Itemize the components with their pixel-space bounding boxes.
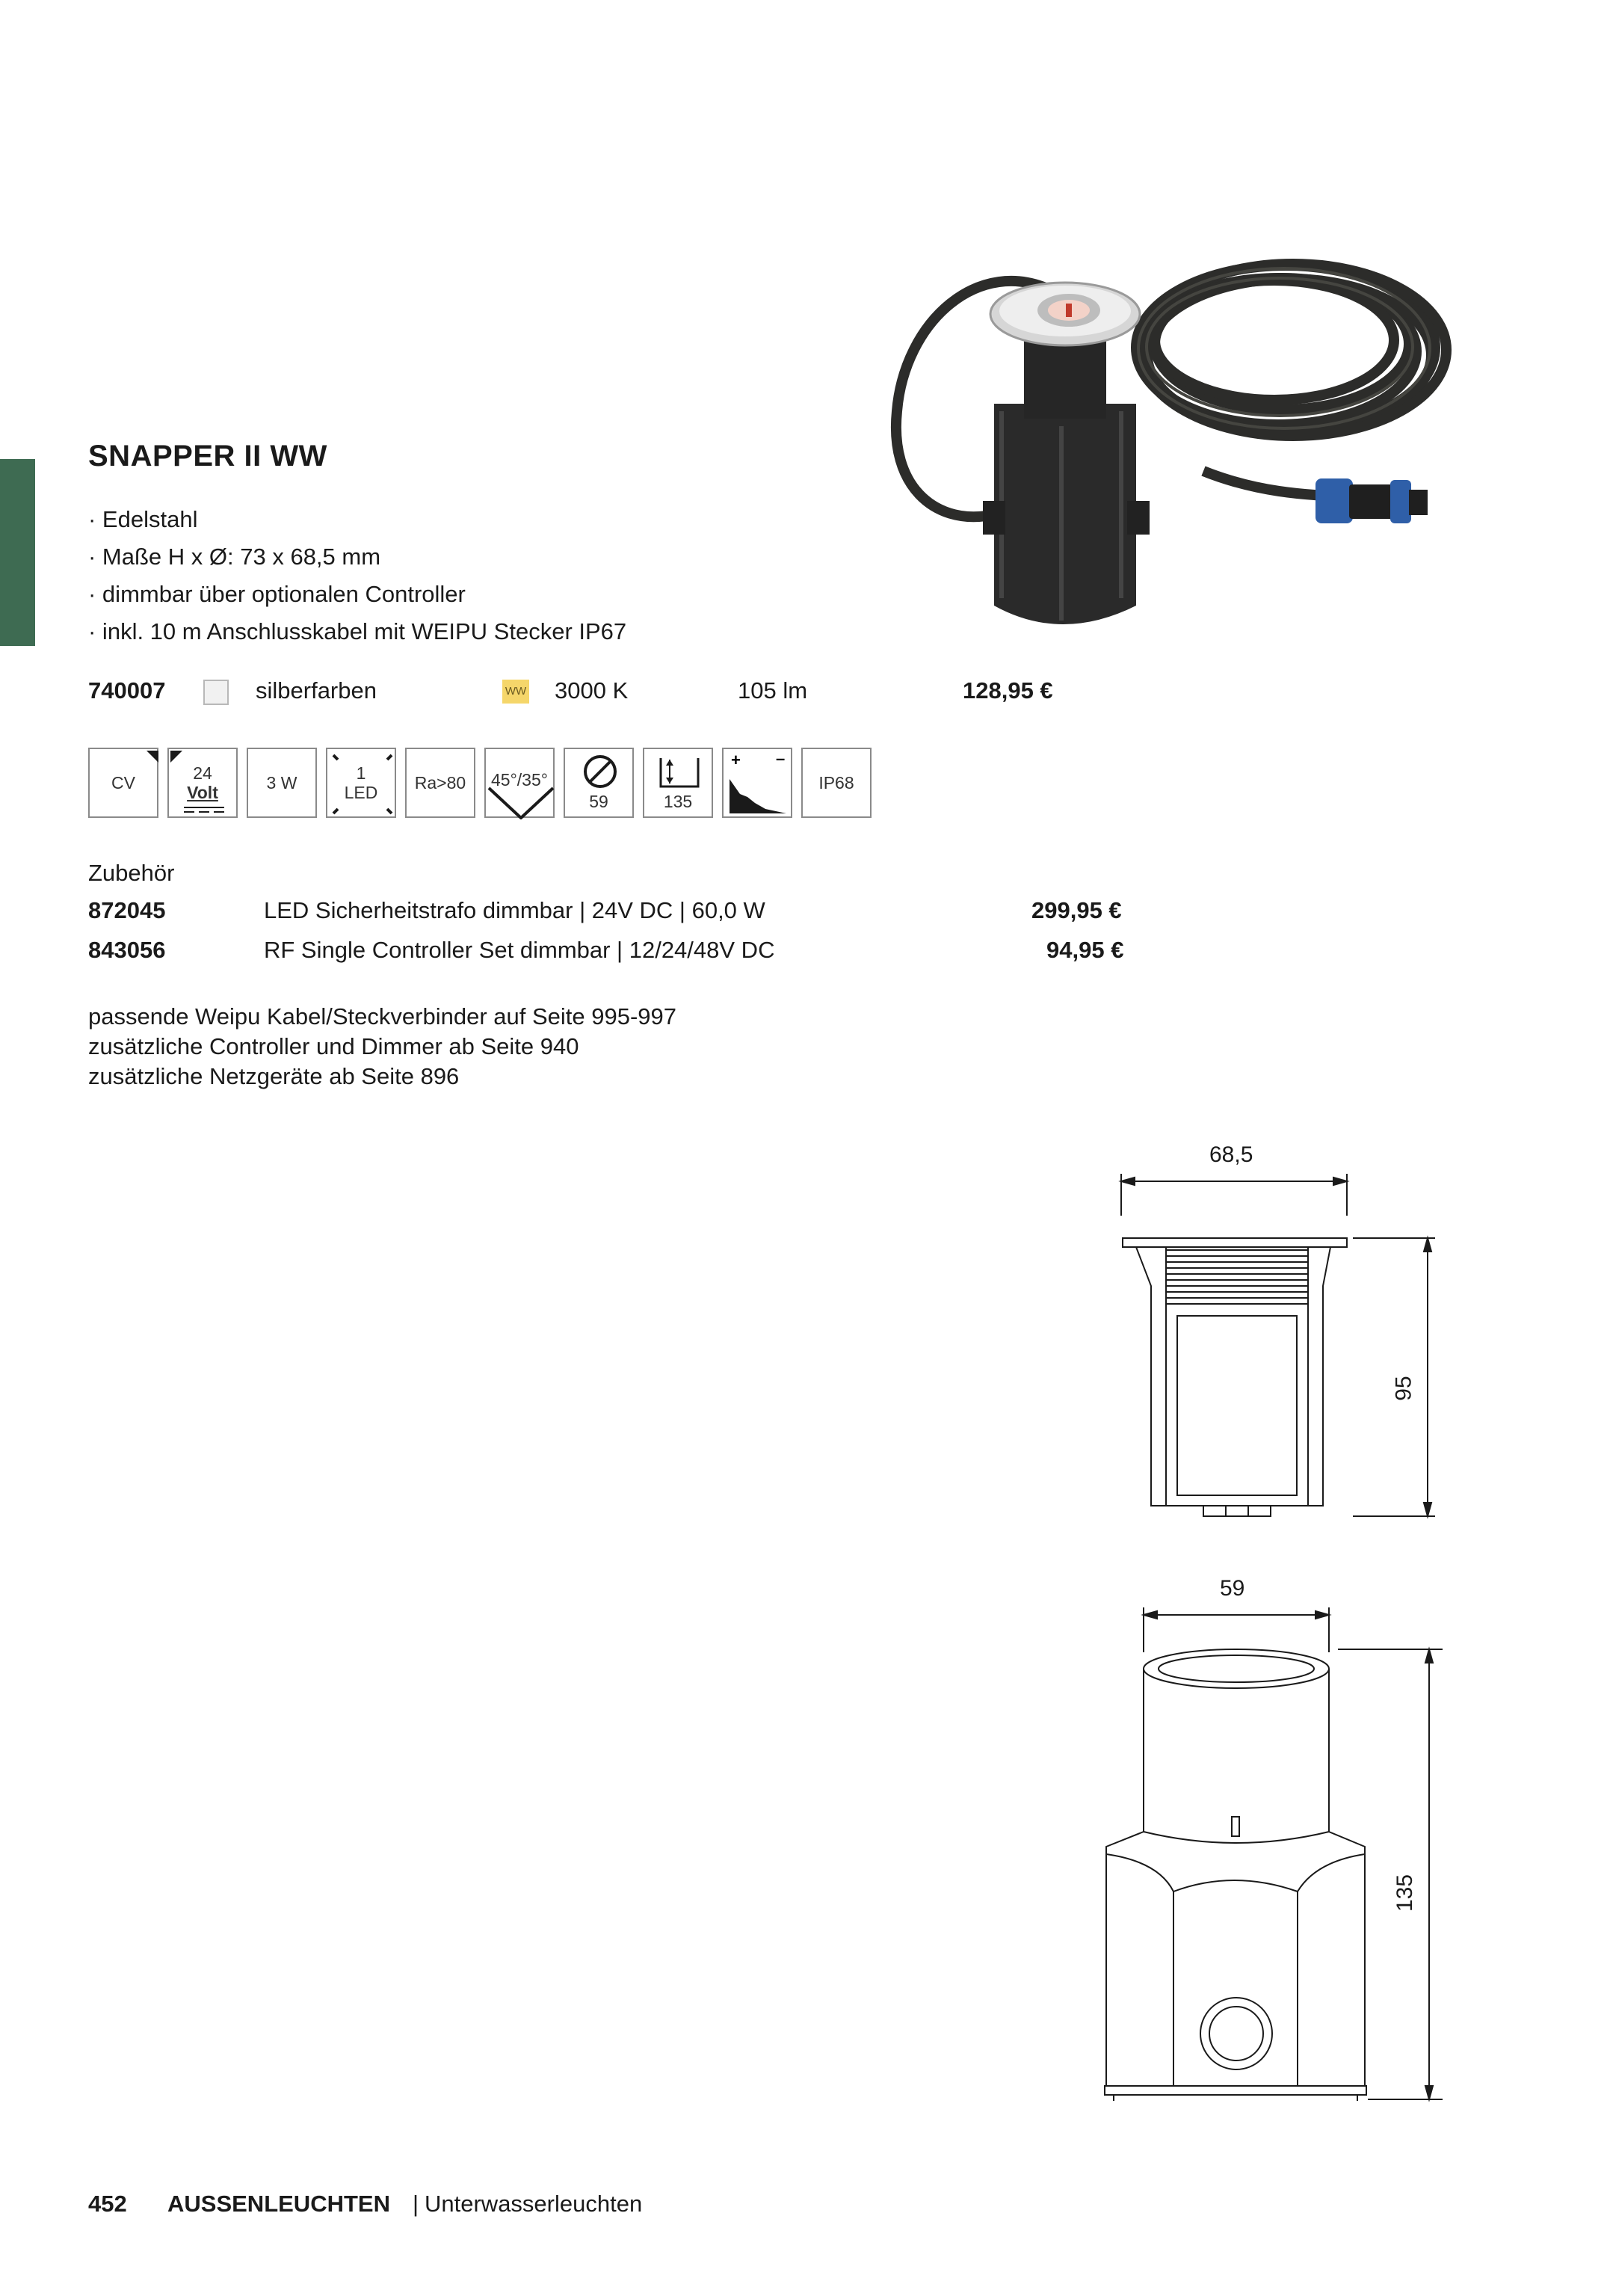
footer-section: AUSSENLEUCHTEN — [167, 2191, 390, 2217]
feature-item: · inkl. 10 m Anschlusskabel mit WEIPU Stecker IP67 — [88, 618, 627, 644]
dimension-height-label: 95 — [1391, 1376, 1416, 1401]
accessory-article: 843056 — [88, 937, 166, 963]
feature-list — [88, 501, 626, 650]
accessory-price: 94,95 € — [1046, 937, 1124, 963]
cv-icon: CV — [88, 748, 158, 818]
feature-item: · Maße H x Ø: 73 x 68,5 mm — [88, 544, 381, 570]
article-number: 740007 — [88, 677, 166, 704]
wattage-icon: 3 W — [247, 748, 317, 818]
accessories-heading: Zubehör — [88, 860, 175, 886]
ip-rating-icon: IP68 — [801, 748, 872, 818]
dimension-width-label: 59 — [1220, 1576, 1245, 1601]
svg-text:–: – — [776, 749, 786, 768]
footer-separator: | — [413, 2191, 419, 2217]
beam-angle-icon: 45°/35° — [484, 748, 555, 818]
dimension-width-label: 68,5 — [1209, 1142, 1253, 1167]
price: 128,95 € — [963, 677, 1053, 704]
note-line: zusätzliche Controller und Dimmer ab Seite 940 — [88, 1033, 579, 1059]
section-color-tab — [0, 459, 35, 646]
product-photo — [889, 202, 1458, 650]
footer-subsection: Unterwasserleuchten — [425, 2191, 643, 2217]
accessory-description: LED Sicherheitstrafo dimmbar | 24V DC | 60,0 W — [264, 897, 765, 923]
led-count-icon: 1 LED — [326, 748, 396, 818]
luminous-flux: 105 lm — [738, 677, 808, 704]
feature-item: · Edelstahl — [88, 506, 198, 532]
warm-white-badge: WW — [502, 680, 529, 704]
note-line: zusätzliche Netzgeräte ab Seite 896 — [88, 1063, 460, 1089]
svg-text:+: + — [731, 751, 741, 769]
accessory-article: 872045 — [88, 897, 166, 923]
note-line: passende Weipu Kabel/Steckverbinder auf Seite 995-997 — [88, 1003, 677, 1029]
accessory-description: RF Single Controller Set dimmbar | 12/24/48V DC — [264, 937, 775, 963]
technical-drawing-bottom — [1084, 1600, 1450, 2138]
technical-drawing-top — [1106, 1166, 1450, 1555]
cross-reference-notes — [88, 1002, 676, 1092]
voltage-icon: 24 Volt — [167, 748, 238, 818]
feature-item: · dimmbar über optionalen Controller — [88, 581, 466, 607]
accessory-price: 299,95 € — [1031, 897, 1122, 923]
color-temperature: 3000 K — [555, 677, 629, 704]
color-swatch — [203, 680, 229, 705]
dimension-height-label: 135 — [1392, 1874, 1418, 1912]
product-title: SNAPPER II WW — [88, 440, 327, 473]
dimmable-icon — [722, 748, 792, 818]
color-name: silberfarben — [256, 677, 377, 704]
page-number: 452 — [88, 2191, 127, 2217]
mounting-depth-icon: 135 — [643, 748, 713, 818]
cri-icon: Ra>80 — [405, 748, 475, 818]
diameter-icon: 59 — [564, 748, 634, 818]
